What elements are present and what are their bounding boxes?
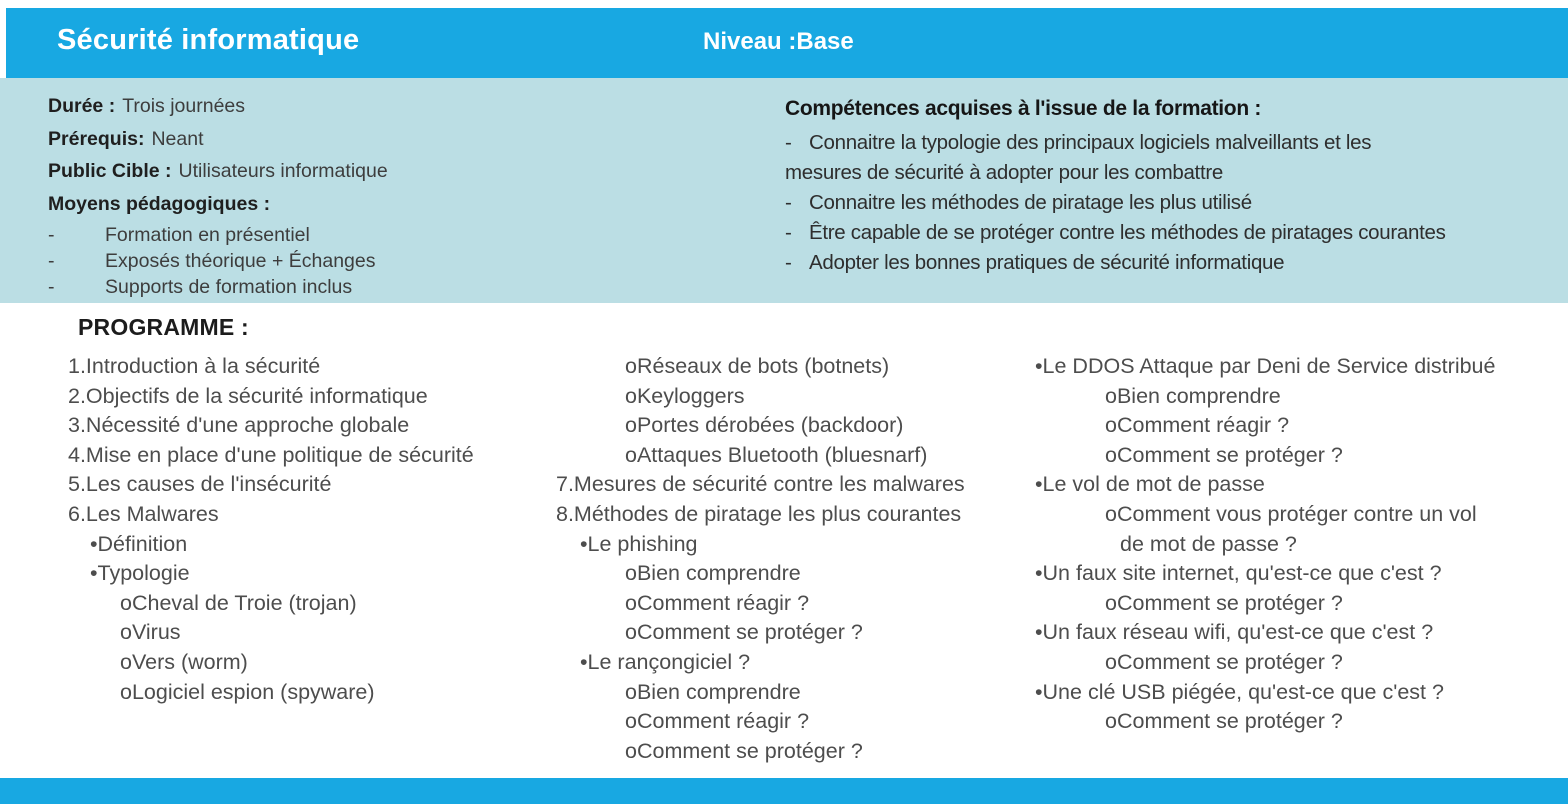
competence-text: Connaitre la typologie des principaux logiciels malveillants et les [809,131,1372,154]
dash-marker: - [48,250,55,272]
method-item-text: Supports de formation inclus [105,276,353,298]
program-item: •Le rançongiciel ? [580,649,751,674]
program-item: oComment réagir ? [625,709,810,734]
program-item: oPortes dérobées (backdoor) [625,413,904,438]
methods-list [48,222,688,300]
program-column-3 [1035,352,1560,737]
duration-label: Durée : [48,95,116,117]
method-item-text: Exposés théorique + Échanges [105,250,376,272]
program-column-2 [556,352,1026,766]
program-item: oVers (worm) [120,649,248,674]
program-item: 1.Introduction à la sécurité [68,354,321,378]
program-item: 6.Les Malwares [68,501,219,526]
info-panel [0,78,1568,303]
program-item: •Le phishing [580,531,698,556]
program-item: 7.Mesures de sécurité contre les malwares [556,472,965,497]
dash-marker: - [785,191,792,214]
competence-line [785,188,1560,218]
program-item: oComment se protéger ? [1105,709,1343,734]
audience-value: Utilisateurs informatique [178,160,388,182]
dash-marker: - [48,276,55,298]
program-item: oRéseaux de bots (botnets) [625,354,890,378]
prerequisites-row [48,123,688,156]
program-item: oComment vous protéger contre un vol [1105,501,1477,526]
program-item: 2.Objectifs de la sécurité informatique [68,383,428,408]
program-item: oComment se protéger ? [1105,649,1343,674]
program-item: oComment se protéger ? [1105,442,1343,467]
program-item: 8.Méthodes de piratage les plus courantes [556,501,962,526]
program-item: oBien comprendre [625,679,801,704]
competence-line [785,128,1560,158]
methods-label: Moyens pédagogiques : [48,192,271,215]
level-label: Niveau :Base [703,28,854,55]
method-item [48,248,688,274]
audience-label: Public Cible : [48,160,172,182]
dash-marker: - [48,224,55,246]
competence-text: mesures de sécurité à adopter pour les combattre [785,161,1223,184]
program-item: oComment se protéger ? [625,738,863,763]
duration-row [48,90,688,123]
program-item: oVirus [120,620,181,645]
course-details [48,90,688,300]
program-item: oComment réagir ? [625,590,810,615]
competence-line [785,158,1560,188]
dash-marker: - [785,131,792,154]
footer-bar [0,778,1568,804]
competence-text: Être capable de se protéger contre les méthodes de piratages courantes [809,221,1446,244]
dash-marker: - [785,251,792,274]
competences-list [785,128,1560,278]
header-bar [6,8,1568,78]
program-item: •Un faux réseau wifi, qu'est-ce que c'est ? [1035,620,1434,645]
duration-value: Trois journées [122,95,246,117]
methods-row [48,188,688,221]
program-item: de mot de passe ? [1120,531,1297,556]
program-item: oComment se protéger ? [625,620,863,645]
program-item: •Un faux site internet, qu'est-ce que c'est ? [1035,561,1442,586]
dash-marker: - [785,221,792,244]
program-item: oCheval de Troie (trojan) [120,590,357,615]
program-item: 4.Mise en place d'une politique de sécurité [68,442,474,467]
method-item [48,222,688,248]
program-column-1 [68,352,548,707]
program-item: oAttaques Bluetooth (bluesnarf) [625,442,928,467]
prerequisites-label: Prérequis: [48,127,145,150]
page-title: Sécurité informatique [57,24,360,56]
competence-text: Connaitre les méthodes de piratage les plus utilisé [809,191,1252,214]
competence-line [785,218,1560,248]
program-item: •Une clé USB piégée, qu'est-ce que c'est ? [1035,679,1444,704]
competence-line [785,248,1560,278]
audience-row [48,155,688,188]
competences-title: Compétences acquises à l'issue de la formation : [785,97,1262,120]
program-item: •Le vol de mot de passe [1035,472,1265,497]
program-item: oKeyloggers [625,383,745,408]
program-item: •Typologie [90,561,190,586]
program-item: •Définition [90,531,188,556]
prerequisites-value: Neant [151,127,204,150]
program-item: oBien comprendre [1105,383,1281,408]
program-item: 5.Les causes de l'insécurité [68,472,332,497]
program-item: oLogiciel espion (spyware) [120,679,375,704]
competence-text: Adopter les bonnes pratiques de sécurité informatique [809,251,1285,274]
program-item: oComment réagir ? [1105,413,1290,438]
method-item-text: Formation en présentiel [105,224,310,246]
program-item: oBien comprendre [625,561,801,586]
program-item: •Le DDOS Attaque par Deni de Service distribué [1035,354,1496,378]
program-item: 3.Nécessité d'une approche globale [68,413,410,438]
program-title: PROGRAMME : [78,314,249,340]
competences-section [785,94,1560,278]
program-item: oComment se protéger ? [1105,590,1343,615]
method-item [48,274,688,300]
